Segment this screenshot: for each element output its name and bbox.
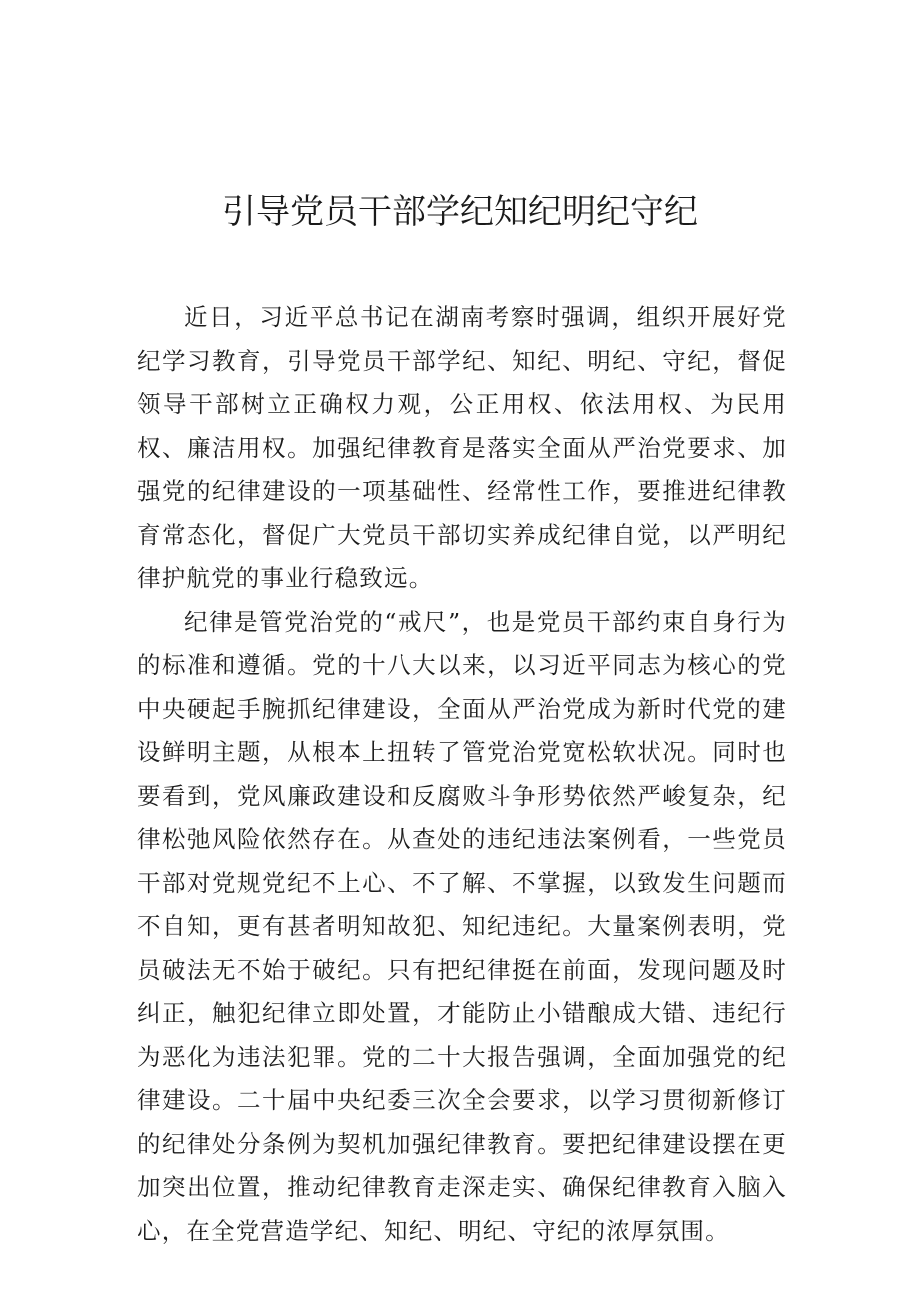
paragraph-2: 纪律是管党治党的“戒尺”，也是党员干部约束自身行为的标准和遵循。党的十八大以来，以习近平同志为核心的党中央硬起手腕抓纪律建设，全面从严治党成为新时代党的建设鲜明主题，从根本上扭转了管党治党宽松软状况。同时也要看到，党风廉政建设和反腐败斗争形势依然严峻复杂，纪律松弛风险依然存在。从查处的违纪违法案例看，一些党员干部对党规党纪不上心、不了解、不掌握，以致发生问题而不自知，更有甚者明知故犯、知纪违纪。大量案例表明，党员破法无不始于破纪。只有把纪律挺在前面，发现问题及时纠正，触犯纪律立即处置，才能防止小错酿成大错、违纪行为恶化为违法犯罪。党的二十大报告强调，全面加强党的纪律建设。二十届中央纪委三次全会要求，以学习贯彻新修订的纪律处分条例为契机加强纪律教育。要把纪律建设摆在更加突出位置，推动纪律教育走深走实、确保纪律教育入脑入心，在全党营造学纪、知纪、明纪、守纪的浓厚氛围。 bbox=[137, 607, 787, 1245]
paragraph-1: 近日，习近平总书记在湖南考察时强调，组织开展好党纪学习教育，引导党员干部学纪、知纪、明纪、守纪，督促领导干部树立正确权力观，公正用权、依法用权、为民用权、廉洁用权。加强纪律教育是落实全面从严治党要求、加强党的纪律建设的一项基础性、经常性工作，要推进纪律教育常态化，督促广大党员干部切实养成纪律自觉，以严明纪律护航党的事业行稳致远。 bbox=[137, 303, 787, 592]
document-title: 引导党员干部学纪知纪明纪守纪 bbox=[222, 192, 698, 232]
document-body bbox=[137, 296, 787, 1253]
